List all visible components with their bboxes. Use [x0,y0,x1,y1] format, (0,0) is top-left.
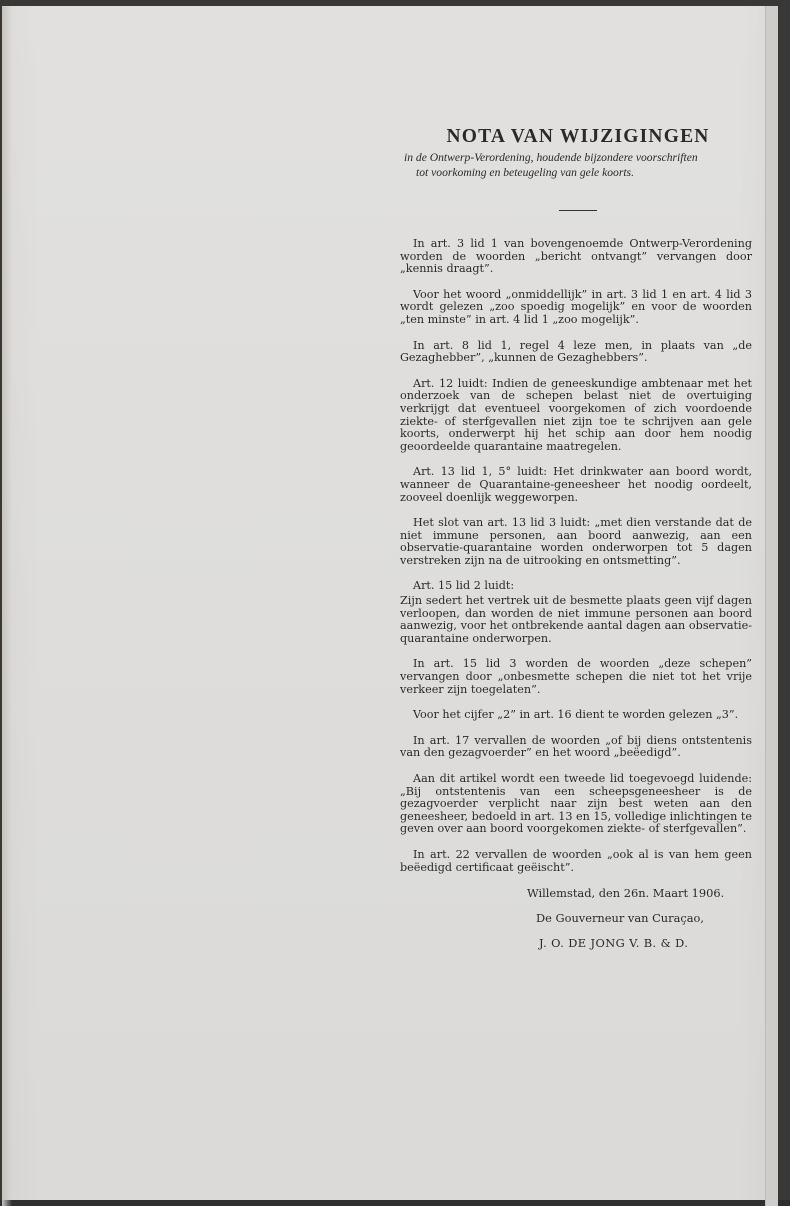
paragraph-art-15-lid-2: Zijn sedert het vertrek uit de besmette plaats geen vijf dagen verloopen, dan worden de niet immune personen aan boord aanwezig, voor het ontbrekende aantal dagen aan observatie-quarantaine onderworpen. [400,594,752,645]
document-text-column [400,126,752,950]
governor-line: De Gouverneur van Curaçao, [536,911,705,926]
title-divider [559,210,597,211]
paragraph-art-8: In art. 8 lid 1, regel 4 leze men, in plaats van „de Gezaghebber”, „kunnen de Gezaghebbers”. [400,338,752,365]
signatory-name: J. O. DE JONG V. B. & D. [539,936,689,951]
subtitle-line-2: tot voorkoming en beteugeling van gele koorts. [416,166,634,179]
paper-right-edge [765,6,778,1206]
paragraph-art-15-lid-3: In art. 15 lid 3 worden de woorden „deze schepen” vervangen door „onbesmette schepen die niet tot het vrije verkeer zijn toegelaten”. [400,657,752,696]
place-date: Willemstad, den 26n. Maart 1906. [527,886,725,901]
paragraph-art-3: In art. 3 lid 1 van bovengenoemde Ontwerp-Verordening worden de woorden „bericht ontvangt” vervangen door „kennis draagt”. [400,237,752,276]
document-subtitle [404,150,752,180]
paragraph-tweede-lid: Aan dit artikel wordt een tweede lid toegevoegd luidende: „Bij ontstentenis van een scheepsgeneesheer is de gezagvoerder verplicht naar zijn best weten aan den geneesheer, bedoeld in art. 13 en 15, volledige inlichtingen te geven over aan boord voorgekomen ziekte- of sterfgevallen”. [400,772,752,836]
paragraph-art-13-lid-3: Het slot van art. 13 lid 3 luidt: „met dien verstande dat de niet immune personen, aan boord aanwezig, aan een observatie-quarantaine worden onderworpen tot 5 dagen verstreken zijn na de uitrooking en ontsmetting”. [400,516,752,567]
paragraph-onmiddellijk: Voor het woord „onmiddellijk” in art. 3 lid 1 en art. 4 lid 3 wordt gelezen „zoo spoedig mogelijk” en voor de woorden „ten minste” in art. 4 lid 1 „zoo mogelijk”. [400,287,752,326]
paragraph-art-12: Art. 12 luidt: Indien de geneeskundige ambtenaar met het onderzoek van de schepen belast niet de overtuiging verkrijgt dat eventueel voorgekomen of zich voordoende ziekte- of sterfgevallen niet zijn toe te schrijven aan gele koorts, onderwerpt hij het schip aan door hem noodig geoordeelde quarantaine maatregelen. [400,376,752,453]
paragraph-art-13-lid-1: Art. 13 lid 1, 5° luidt: Het drinkwater aan boord wordt, wanneer de Quarantaine-geneesheer het noodig oordeelt, zooveel doenlijk weggeworpen. [400,465,752,504]
document-body [400,238,752,874]
paragraph-art-17: In art. 17 vervallen de woorden „of bij diens ontstentenis van den gezagvoerder” en het woord „beëedigd”. [400,733,752,760]
paragraph-art-15-heading: Art. 15 lid 2 luidt: [413,579,515,593]
signature-block [400,887,752,950]
paper-left-edge [2,6,12,1206]
document-title: NOTA VAN WIJZIGINGEN [446,126,710,147]
paragraph-art-22: In art. 22 vervallen de woorden „ook al is van hem geen beëedigd certificaat geëischt”. [400,847,752,874]
subtitle-line-1: in de Ontwerp-Verordening, houdende bijzondere voorschriften [404,151,698,164]
paragraph-art-16: Voor het cijfer „2” in art. 16 dient te worden gelezen „3”. [413,708,739,722]
paper-sheet [2,6,778,1200]
